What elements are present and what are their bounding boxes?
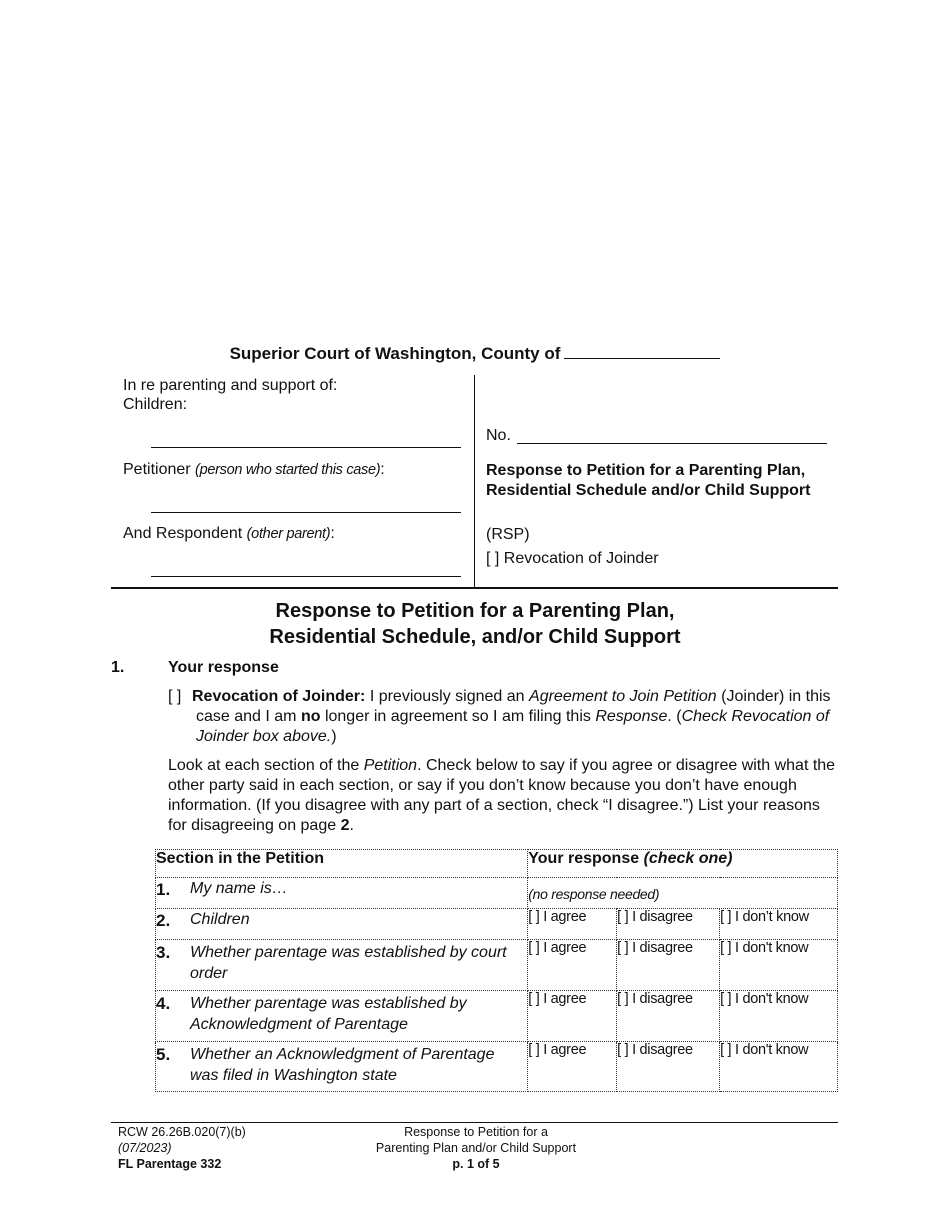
respondent-line[interactable] — [151, 576, 461, 577]
children-label: Children: — [123, 396, 188, 413]
agree-checkbox[interactable] — [528, 1042, 617, 1092]
row-number: 4. — [156, 994, 171, 1013]
respondent-note: (other parent) — [246, 526, 331, 542]
row-section-cell — [156, 878, 528, 909]
revocation-label: Revocation of Joinder — [503, 550, 659, 567]
row-text: Whether parentage was established by Acknowledgment of Parentage — [190, 995, 467, 1033]
rev-text-e: ) — [331, 728, 337, 745]
instructions-paragraph — [168, 756, 838, 836]
disagree-label[interactable]: [ ] I disagree — [617, 909, 693, 925]
revocation-checkbox[interactable]: [ ] — [486, 550, 500, 567]
footer-page: p. 1 of 5 — [452, 1157, 500, 1171]
doc-title: Response to Petition for a Parenting Plan, Residential Schedule and/or Child Support — [486, 462, 811, 499]
rev-response: Response — [595, 708, 668, 725]
footer-title-line2: Parenting Plan and/or Child Support — [375, 1141, 577, 1155]
row-text: My name is… — [190, 880, 288, 897]
dont-know-label[interactable]: [ ] I don't know — [720, 1042, 809, 1058]
revocation-joinder-label: Revocation of Joinder: — [192, 688, 366, 705]
caption-divider — [474, 375, 475, 588]
dont-know-label[interactable]: [ ] I don't know — [720, 991, 809, 1007]
table-row — [156, 909, 838, 940]
rev-text-a: I previously signed an — [369, 688, 525, 705]
row-section-cell — [156, 1042, 528, 1092]
table-header-row — [156, 850, 838, 878]
row-number: 5. — [156, 1045, 171, 1064]
revocation-option[interactable] — [486, 549, 659, 568]
no-response-text: (no response needed) — [528, 886, 660, 902]
case-no-label: No. — [486, 427, 511, 444]
petitioner-label: Petitioner — [123, 461, 191, 478]
row-number: 2. — [156, 911, 171, 930]
main-title — [0, 598, 950, 650]
disagree-checkbox[interactable] — [617, 991, 720, 1042]
table-row — [156, 940, 838, 991]
respondent-colon: : — [330, 525, 335, 542]
rev-text-d: . ( — [667, 708, 682, 725]
row-text: Children — [190, 911, 250, 928]
table-row — [156, 878, 838, 909]
agree-checkbox[interactable] — [528, 940, 617, 991]
court-title-text: Superior Court of Washington, County of — [229, 344, 561, 363]
petitioner-colon: : — [380, 461, 385, 478]
header-section — [156, 850, 528, 878]
look-b: . Check below to say if you agree or disagree with what the other party said in each section, or say if you don’t know because you don’t have enough information. (If you disagree with any part of a section, check “I disagree.”) List your reasons for disagreeing on page — [168, 757, 836, 834]
disagree-checkbox[interactable] — [617, 1042, 720, 1092]
rev-check: Check Revocation of Joinder box above. — [196, 708, 830, 745]
petitioner-note: (person who started this case) — [195, 462, 381, 478]
table-row — [156, 991, 838, 1042]
agree-label[interactable]: [ ] I agree — [528, 991, 587, 1007]
footer-date: (07/2023) — [118, 1141, 172, 1155]
look-c: . — [349, 817, 354, 834]
footer-rule — [111, 1122, 838, 1123]
dont-know-checkbox[interactable] — [720, 1042, 838, 1092]
look-petition: Petition — [363, 757, 418, 774]
main-title-line1: Response to Petition for a Parenting Plan, — [275, 600, 675, 622]
row-number: 1. — [156, 880, 171, 899]
agree-label[interactable]: [ ] I agree — [528, 909, 587, 925]
dont-know-checkbox[interactable] — [720, 909, 838, 940]
section-heading: Your response — [168, 659, 279, 676]
court-title — [0, 344, 950, 364]
section-number: 1. — [111, 659, 125, 676]
petitioner-line[interactable] — [151, 512, 461, 513]
agree-checkbox[interactable] — [528, 909, 617, 940]
rev-text-c: longer in agreement so I am filing this — [324, 708, 591, 725]
agree-checkbox[interactable] — [528, 991, 617, 1042]
disagree-label[interactable]: [ ] I disagree — [617, 1042, 693, 1058]
respondent-label: And Respondent — [123, 525, 243, 542]
dont-know-checkbox[interactable] — [720, 940, 838, 991]
row-text: Whether an Acknowledgment of Parentage was filed in Washington state — [190, 1046, 495, 1084]
caption-bottom-rule — [111, 587, 838, 589]
case-no-row — [486, 426, 511, 445]
caption-in-re — [123, 376, 337, 414]
disagree-checkbox[interactable] — [617, 909, 720, 940]
rev-agreement: Agreement to Join Petition — [529, 688, 717, 705]
rev-text-b: (Joinder) in this case and I am — [196, 688, 831, 725]
doc-code: (RSP) — [486, 526, 530, 543]
dont-know-label[interactable]: [ ] I don’t know — [720, 909, 809, 925]
look-a: Look at each section of the — [168, 757, 360, 774]
children-line[interactable] — [151, 447, 461, 448]
agree-label[interactable]: [ ] I agree — [528, 1042, 587, 1058]
case-no-line[interactable] — [517, 443, 827, 444]
dont-know-checkbox[interactable] — [720, 991, 838, 1042]
disagree-label[interactable]: [ ] I disagree — [617, 991, 693, 1007]
no-response-cell — [528, 878, 838, 909]
disagree-checkbox[interactable] — [617, 940, 720, 991]
table-row — [156, 1042, 838, 1092]
row-number: 3. — [156, 943, 171, 962]
response-table — [155, 849, 838, 1092]
petitioner-row — [123, 460, 385, 480]
footer-title-line1: Response to Petition for a — [404, 1125, 548, 1139]
disagree-label[interactable]: [ ] I disagree — [617, 940, 693, 956]
header-response-text: Your response — [528, 850, 640, 867]
row-section-cell — [156, 991, 528, 1042]
footer-rcw: RCW 26.26B.020(7)(b) — [118, 1125, 246, 1139]
footer-form-number: FL Parentage 332 — [118, 1157, 222, 1171]
row-section-cell — [156, 940, 528, 991]
in-re-label: In re parenting and support of: — [123, 377, 338, 394]
row-text: Whether parentage was established by court order — [190, 944, 507, 982]
row-section-cell — [156, 909, 528, 940]
respondent-row — [123, 524, 335, 544]
header-response — [528, 850, 838, 878]
agree-label[interactable]: [ ] I agree — [528, 940, 587, 956]
footer-left — [118, 1124, 246, 1172]
header-check-one: (check one) — [643, 850, 733, 867]
rev-no: no — [300, 708, 321, 725]
main-title-line2: Residential Schedule, and/or Child Support — [269, 626, 681, 648]
dont-know-label[interactable]: [ ] I don't know — [720, 940, 809, 956]
revocation-joinder-checkbox[interactable]: [ ] — [168, 688, 182, 705]
footer-center — [326, 1124, 626, 1172]
header-section-text: Section in the Petition — [156, 850, 325, 867]
revocation-paragraph — [168, 687, 838, 747]
county-blank[interactable] — [564, 344, 720, 359]
look-page: 2 — [340, 817, 350, 834]
